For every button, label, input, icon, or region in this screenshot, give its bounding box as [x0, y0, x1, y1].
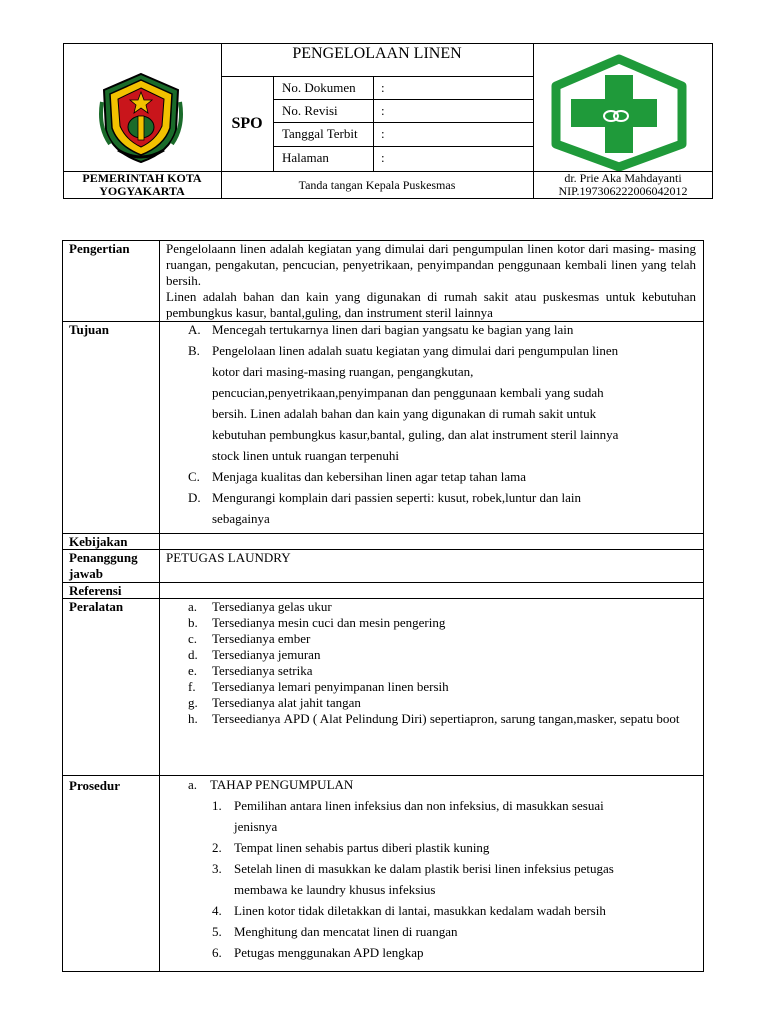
field-value-no-revisi: :: [381, 103, 385, 118]
list-item: [188, 599, 696, 615]
list-line: jenisnya: [234, 819, 278, 834]
org-name-line2: YOGYAKARTA: [99, 184, 185, 198]
list-item: [212, 903, 698, 924]
list-line: bersih. Linen adalah bahan dan kain yang digunakan di rumah sakit untuk: [212, 406, 597, 421]
stage-marker: a.: [188, 777, 198, 792]
field-label-halaman: Halaman: [282, 150, 329, 165]
list-line: Mengurangi komplain dari passien seperti: kusut, robek,luntur dan lain: [212, 490, 581, 505]
list-item: [188, 663, 696, 679]
list-text: Tersedianya alat jahit tangan: [212, 695, 361, 710]
list-marker: 4.: [212, 903, 222, 918]
list-line: Menjaga kualitas dan kebersihan linen agar tetap tahan lama: [212, 469, 527, 484]
pengertian-text-1: Pengelolaann linen adalah kegiatan yang dimulai dari pengumpulan linen kotor dari masing- masing ruangan, pengakutan, pencucian, penyetrikaan, penyimpandan penggunaan kembali linen yang telah bersih.: [166, 241, 696, 288]
list-marker: 2.: [212, 840, 222, 855]
list-line: Petugas menggunakan APD lengkap: [234, 945, 424, 960]
field-value-halaman: :: [381, 150, 385, 165]
list-marker: f.: [188, 679, 196, 694]
list-item: [188, 322, 698, 343]
list-item: [188, 679, 696, 695]
org-name-line1: PEMERINTAH KOTA: [82, 171, 202, 185]
list-item: [188, 490, 698, 532]
list-item: [188, 647, 696, 663]
list-marker: 5.: [212, 924, 222, 939]
list-line: sebagainya: [212, 511, 270, 526]
label-peralatan: Peralatan: [69, 599, 124, 614]
list-marker: d.: [188, 647, 198, 662]
list-marker: B.: [188, 343, 200, 358]
list-line: stock linen untuk ruangan terpenuhi: [212, 448, 400, 463]
document-title: PENGELOLAAN LINEN: [292, 45, 462, 62]
signature-label: Tanda tangan Kepala Puskesmas: [298, 178, 456, 192]
list-text: Tersedianya jemuran: [212, 647, 321, 662]
list-text: Terseedianyа APD ( Alat Pelindung Diri) sepertiapron, sarung tangan,masker, sepatu boot: [212, 711, 680, 726]
list-item: [212, 840, 698, 861]
list-line: kotor dari masing-masing ruangan, pengangkutan,: [212, 364, 474, 379]
field-value-tanggal-terbit: :: [381, 126, 385, 141]
list-text: Tersedianya lemari penyimpanan linen bersih: [212, 679, 449, 694]
pengertian-text-2: Linen adalah bahan dan kain yang digunakan di rumah sakit atau puskesmas untuk kebutuhan pembungkus kasur, bantal,guling, dan instrument steril lainnya: [166, 289, 696, 320]
list-item: [188, 695, 696, 711]
list-item: [212, 924, 698, 945]
list-marker: C.: [188, 469, 200, 484]
list-marker: 1.: [212, 798, 222, 813]
list-item: [188, 631, 696, 647]
field-label-no-revisi: No. Revisi: [282, 103, 338, 118]
stage-title: TAHAP PENGUMPULAN: [210, 777, 354, 792]
list-marker: c.: [188, 631, 198, 646]
list-item: [188, 343, 698, 469]
list-item: [188, 711, 696, 743]
list-line: Linen kotor tidak diletakkan di lantai, masukkan kedalam wadah bersih: [234, 903, 606, 918]
list-text: Tersedianya ember: [212, 631, 311, 646]
list-marker: a.: [188, 599, 198, 614]
list-line: Tempat linen sehabis partus diberi plastik kuning: [234, 840, 490, 855]
label-pengertian: Pengertian: [69, 241, 130, 256]
label-penanggung-line2: jawab: [69, 566, 103, 581]
list-marker: A.: [188, 322, 201, 337]
tujuan-list: [188, 322, 698, 532]
label-penanggung-line1: Penanggung: [69, 550, 138, 565]
list-marker: e.: [188, 663, 198, 678]
list-text: Tersedianya gelas ukur: [212, 599, 332, 614]
list-line: Setelah linen di masukkan ke dalam plastik berisi linen infeksius petugas: [234, 861, 614, 876]
list-item: [188, 469, 698, 490]
city-emblem-logo: [98, 72, 184, 164]
label-tujuan: Tujuan: [69, 322, 109, 337]
list-item: [188, 615, 696, 631]
list-item: [212, 945, 698, 966]
head-nip: NIP.197306222006042012: [558, 184, 688, 198]
field-value-no-dokumen: :: [381, 80, 385, 95]
list-line: Mencegah tertukarnya linen dari bagian yangsatu ke bagian yang lain: [212, 322, 574, 337]
list-line: Pemilihan antara linen infeksius dan non infeksius, di masukkan sesuai: [234, 798, 604, 813]
list-text: Tersedianya setrika: [212, 663, 313, 678]
label-kebijakan: Kebijakan: [69, 534, 128, 549]
list-item: [212, 798, 698, 840]
list-line: Menghitung dan mencatat linen di ruangan: [234, 924, 458, 939]
list-item: [212, 861, 698, 903]
list-marker: 6.: [212, 945, 222, 960]
list-marker: D.: [188, 490, 201, 505]
list-text: Tersedianya mesin cuci dan mesin pengering: [212, 615, 446, 630]
head-name: dr. Prie Aka Mahdayanti: [564, 171, 682, 185]
list-marker: h.: [188, 711, 198, 726]
spo-label: SPO: [231, 115, 263, 132]
list-marker: g.: [188, 695, 198, 710]
field-label-tanggal-terbit: Tanggal Terbit: [282, 126, 358, 141]
puskesmas-logo: [547, 53, 691, 171]
list-line: kebutuhan pembungkus kasur,bantal, guling, dan alat instrument steril lainnya: [212, 427, 619, 442]
peralatan-list: [188, 599, 696, 743]
field-label-no-dokumen: No. Dokumen: [282, 80, 356, 95]
penanggung-value: PETUGAS LAUNDRY: [166, 550, 291, 565]
list-line: Pengelolaan linen adalah suatu kegiatan yang dimulai dari pengumpulan linen: [212, 343, 619, 358]
prosedur-steps: [212, 798, 698, 966]
label-referensi: Referensi: [69, 583, 122, 598]
list-marker: b.: [188, 615, 198, 630]
list-marker: 3.: [212, 861, 222, 876]
list-line: membawa ke laundry khusus infeksius: [234, 882, 436, 897]
label-prosedur: Prosedur: [69, 778, 121, 793]
list-line: pencucian,penyetrikaan,penyimpanan dan penggunaan kembali yang sudah: [212, 385, 604, 400]
